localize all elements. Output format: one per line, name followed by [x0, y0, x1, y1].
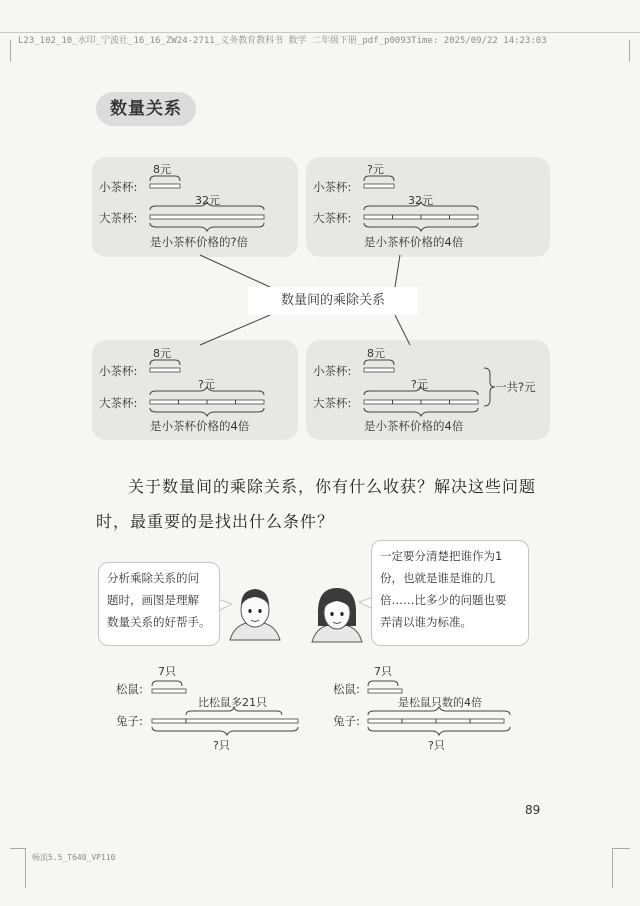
sq-left-label: 松鼠:	[116, 682, 143, 696]
tr-small-bar	[364, 184, 394, 188]
sq-right-brace	[368, 681, 398, 686]
br-big-cup-label: 大茶杯:	[313, 396, 352, 410]
sq-right-bar	[368, 689, 402, 693]
tl-small-bar	[150, 184, 180, 188]
bubble-right-line-2: 份，也就是谁是谁的几	[380, 571, 495, 585]
tr-caption: 是小茶杯价格的4倍	[364, 235, 464, 249]
br-big-value: ?元	[411, 378, 428, 391]
bubble-left-line-2: 题时，画图是理解	[107, 593, 199, 607]
print-info-footer: 畅流5.5_T640_VP110	[32, 853, 116, 862]
question-line-1: 关于数量间的乘除关系，你有什么收获？解决这些问题	[128, 477, 537, 496]
bubble-right-tail	[359, 598, 371, 608]
sq-left-brace	[152, 681, 182, 686]
br-small-cup-label: 小茶杯:	[313, 364, 352, 378]
connector-bottom-left	[200, 315, 270, 345]
connector-top-right	[395, 255, 400, 287]
br-total-label: 一共?元	[495, 380, 536, 394]
sq-right-value: 7只	[374, 665, 392, 678]
boy-illustration	[230, 589, 280, 640]
tl-caption-brace	[150, 223, 264, 231]
bl-big-value: ?元	[198, 378, 215, 391]
tl-caption: 是小茶杯价格的?倍	[150, 235, 249, 249]
bl-big-cup-label: 大茶杯:	[99, 396, 138, 410]
bubble-left	[98, 562, 220, 646]
tl-small-value: 8元	[153, 163, 171, 176]
bl-caption-brace	[150, 408, 264, 416]
br-small-value: 8元	[367, 347, 385, 360]
rb-left-label: 兔子:	[116, 714, 143, 728]
bubble-left-tail	[220, 600, 232, 610]
print-info-header: L23_102_10_水印_宁波社_16_16_ZW24-2711_义务教育教科书 数学 二年级下册_pdf_p0093Time: 2025/09/22 14:23:03	[18, 36, 547, 46]
bl-caption: 是小茶杯价格的4倍	[150, 419, 250, 433]
br-caption: 是小茶杯价格的4倍	[364, 419, 464, 433]
bubble-right-line-4: 弄清以谁为标准。	[380, 615, 472, 629]
tl-big-cup-label: 大茶杯:	[99, 211, 138, 225]
tl-small-cup-label: 小茶杯:	[99, 180, 138, 194]
section-title: 数量关系	[110, 99, 182, 119]
rb-left-bar	[152, 719, 298, 723]
rb-right-value: ?只	[428, 739, 445, 752]
sq-right-label: 松鼠:	[333, 682, 360, 696]
center-label-box	[248, 287, 418, 315]
bubble-right-line-1: 一定要分清楚把谁作为1	[380, 549, 503, 563]
connector-top-left	[200, 255, 270, 287]
rb-right-total-brace	[368, 727, 510, 735]
tl-big-value: 32元	[195, 194, 220, 207]
br-small-bar	[364, 368, 394, 372]
tr-big-cup-label: 大茶杯:	[313, 211, 352, 225]
bl-small-cup-label: 小茶杯:	[99, 364, 138, 378]
tr-small-value: ?元	[367, 163, 384, 176]
connector-bottom-right	[395, 315, 410, 345]
bl-small-bar	[150, 368, 180, 372]
sq-left-value: 7只	[158, 665, 176, 678]
bubble-left-line-1: 分析乘除关系的问	[107, 571, 199, 585]
tl-big-bar	[150, 215, 264, 219]
bubble-right	[371, 540, 529, 646]
rb-left-total-brace	[152, 727, 298, 735]
tr-small-cup-label: 小茶杯:	[313, 180, 352, 194]
rb-left-compare: 比松鼠多21只	[198, 696, 267, 709]
tr-big-value: 32元	[408, 194, 433, 207]
tr-caption-brace	[364, 223, 478, 231]
rb-left-value: ?只	[213, 739, 230, 752]
page-number: 89	[525, 803, 541, 817]
rb-right-compare: 是松鼠只数的4倍	[398, 696, 482, 709]
rb-right-label: 兔子:	[333, 714, 360, 728]
bubble-right-line-3: 倍……比多少的问题也要	[380, 593, 507, 607]
girl-illustration	[312, 588, 362, 642]
bubble-left-line-3: 数量关系的好帮手。	[107, 615, 211, 629]
question-line-2: 时，最重要的是找出什么条件？	[96, 512, 335, 531]
br-total-brace	[484, 368, 495, 406]
sq-left-bar	[152, 689, 186, 693]
br-caption-brace	[364, 408, 478, 416]
bl-small-value: 8元	[153, 347, 171, 360]
center-label: 数量间的乘除关系	[280, 293, 385, 308]
